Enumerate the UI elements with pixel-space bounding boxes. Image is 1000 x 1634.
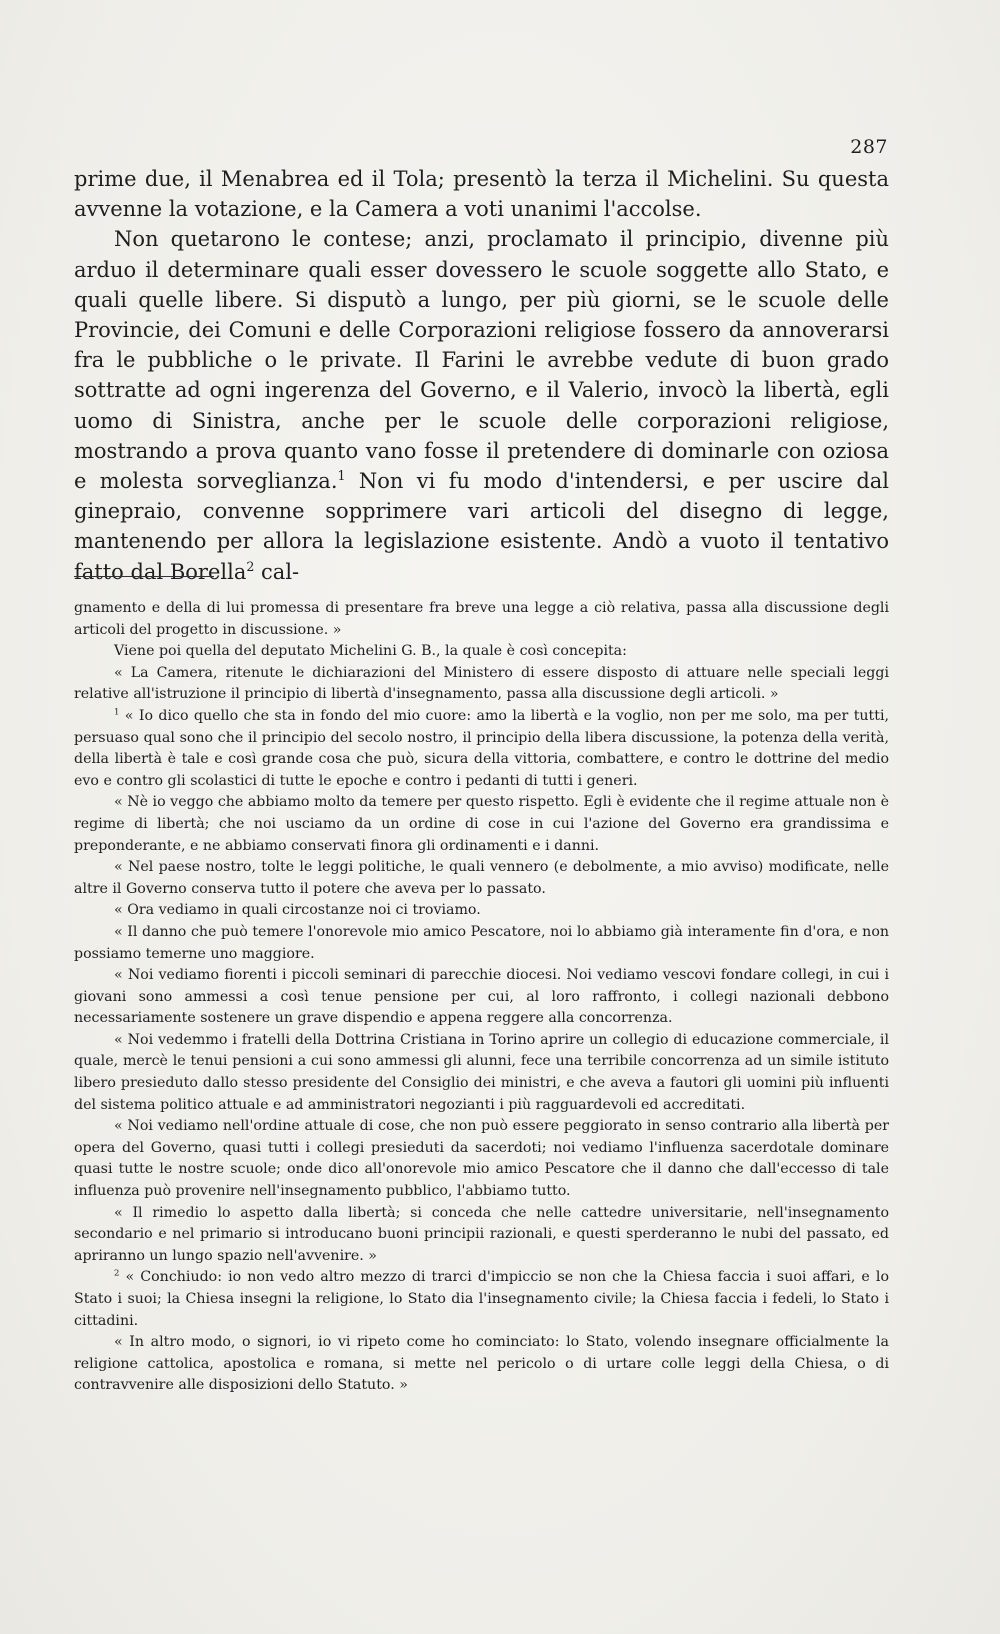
footnote-paragraph [74,1030,889,1116]
main-text [74,164,889,587]
body-text-run: Non vi fu modo d'intendersi, e per uscire dal ginepraio, convenne sopprimere vari articoli del disegno di legge, mantenendo per allora la legislazione esistente. Andò a vuoto il tentativo fatto dal Borella [74,469,889,584]
footnote-text: gnamento e della di lui promessa di presentare fra breve una legge a ciò relativa, passa alla discussione degli articoli del progetto in discussione. » [74,600,889,638]
footnote-text: « Il danno che può temere l'onorevole mio amico Pescatore, noi lo abbiamo già interamente fin d'ora, e non possiamo temerne uno maggiore. [74,923,889,962]
footnote-paragraph [74,641,889,663]
footnote-marker: 1 [114,707,120,718]
footnote-text: « Nel paese nostro, tolte le leggi politiche, le quali vennero (e debolmente, a mio avviso) modificate, nelle altre il Governo conserva tutto il potere che aveva per lo passato. [74,859,889,897]
footnote-marker: 2 [114,1268,120,1279]
footnote-paragraph [74,1203,889,1268]
footnotes [74,598,889,1397]
footnote-text: « Noi vediamo fiorenti i piccoli seminari di parecchie diocesi. Noi vediamo vescovi fondare collegi, in cui i giovani sono ammessi a così tenue pensione per cui, al loro raffronto, i collegi nazionali debbono necessariamente sostenere un grave dispendio e appena reggere alla concorrenza. [74,967,889,1027]
page-number: 287 [850,136,888,158]
footnote-text: Viene poi quella del deputato Michelini G. B., la quale è così concepita: [114,643,627,660]
footnote-text: « La Camera, ritenute le dichiarazioni del Ministero di essere disposto di attuare nelle speciali leggi relative all'istruzione il principio di libertà d'insegnamento, passa alla discussione degli articoli. » [74,664,889,703]
footnote-text: « Conchiudo: io non vedo altro mezzo di trarci d'impiccio se non che la Chiesa faccia i suoi affari, e lo Stato i suoi; la Chiesa insegni la religione, lo Stato dia l'insegnamento civile; la Chiesa faccia i fedeli, lo Stato i cittadini. [74,1269,889,1329]
body-paragraph [74,224,889,586]
footnote-paragraph [74,663,889,706]
footnote-text: « Io dico quello che sta in fondo del mio cuore: amo la libertà e la voglio, non per me solo, ma per tutti, persuaso qual sono che il principio del secolo nostro, il principio della libera discussione, la potenza della verità, della libertà è tale e così grande cosa che può, sicura della vittoria, combattere, e contro le dottrine del medio evo e contro gli scolastici di tutte le epoche e contro i pedanti di tutti i generi. [74,707,889,789]
footnote-paragraph [74,857,889,900]
footnote-paragraph [74,1332,889,1397]
footnote-text: « Noi vediamo nell'ordine attuale di cose, che non può essere peggiorato in senso contrario alla libertà per opera del Governo, quasi tutti i collegi presieduti da sacerdoti; noi vediamo l'influenza sacerdotale dominare quasi tutte le nostre scuole; onde dico all'onorevole mio amico Pescatore che il danno che dall'eccesso di tale influenza può provenire nell'insegnamento pubblico, l'abbiamo tutto. [74,1118,889,1200]
footnote-separator [74,576,214,577]
body-text-run: cal- [254,559,300,584]
footnote-text: « Ora vediamo in quali circostanze noi ci troviamo. [114,902,481,919]
footnote-paragraph [74,598,889,641]
footnote-ref: 2 [246,558,255,574]
footnote-text: « In altro modo, o signori, io vi ripeto come ho cominciato: lo Stato, volendo insegnare officialmente la religione cattolica, apostolica e romana, si mette nel pericolo o di urtare colle leggi della Chiesa, o di contravvenire alle disposizioni dello Statuto. » [74,1334,889,1394]
footnote-text: « Il rimedio lo aspetto dalla libertà; si conceda che nelle cattedre universitarie, nell'insegnamento secondario e nel primario si introducano buoni principii razionali, e questi sperderanno le nubi del passato, ed apriranno un lungo spazio nell'avvenire. » [74,1204,889,1264]
footnote-paragraph [74,706,889,792]
footnote-text: « Nè io veggo che abbiamo molto da temere per questo rispetto. Egli è evidente che il regime attuale non è regime di libertà; che noi usciamo da un ordine di cose in cui l'azione del Governo era grandissima e preponderante, e ne abbiamo conservati finora gli ordinamenti e i danni. [74,794,889,854]
footnote-paragraph [74,965,889,1030]
footnote-paragraph [74,900,889,922]
footnote-text: « Noi vedemmo i fratelli della Dottrina Cristiana in Torino aprire un collegio di educazione commerciale, il quale, mercè le tenui pensioni a cui sono ammessi gli alunni, fece una terribile concorrenza ad un simile istituto libero presieduto dallo stesso presidente del Consiglio dei ministri, e che aveva a fautori gli uomini più influenti del sistema politico attuale e ad amministratori negozianti i più ragguardevoli ed accreditati. [74,1031,889,1113]
footnote-ref: 1 [337,468,346,484]
footnote-paragraph [74,792,889,857]
body-text-run: prime due, il Menabrea ed il Tola; presentò la terza il Michelini. Su questa avvenne la votazione, e la Camera a voti unanimi l'accolse. [74,167,889,222]
footnote-paragraph [74,1267,889,1332]
footnote-paragraph [74,1116,889,1202]
body-text-run: Non quetarono le contese; anzi, proclamato il principio, divenne più arduo il determinare quali esser dovessero le scuole soggette allo Stato, e quali quelle libere. Si disputò a lungo, per più giorni, se le scuole delle Provincie, dei Comuni e delle Corporazioni religiose fossero da annoverarsi fra le pubbliche o le private. Il Farini le avrebbe vedute di buon grado sottratte ad ogni ingerenza del Governo, e il Valerio, invocò la libertà, egli uomo di Sinistra, anche per le scuole delle corporazioni religiose, mostrando a prova quanto vano fosse il pretendere di dominarle con oziosa e molesta sorveglianza. [74,227,889,494]
body-paragraph [74,164,889,224]
footnote-paragraph [74,922,889,965]
